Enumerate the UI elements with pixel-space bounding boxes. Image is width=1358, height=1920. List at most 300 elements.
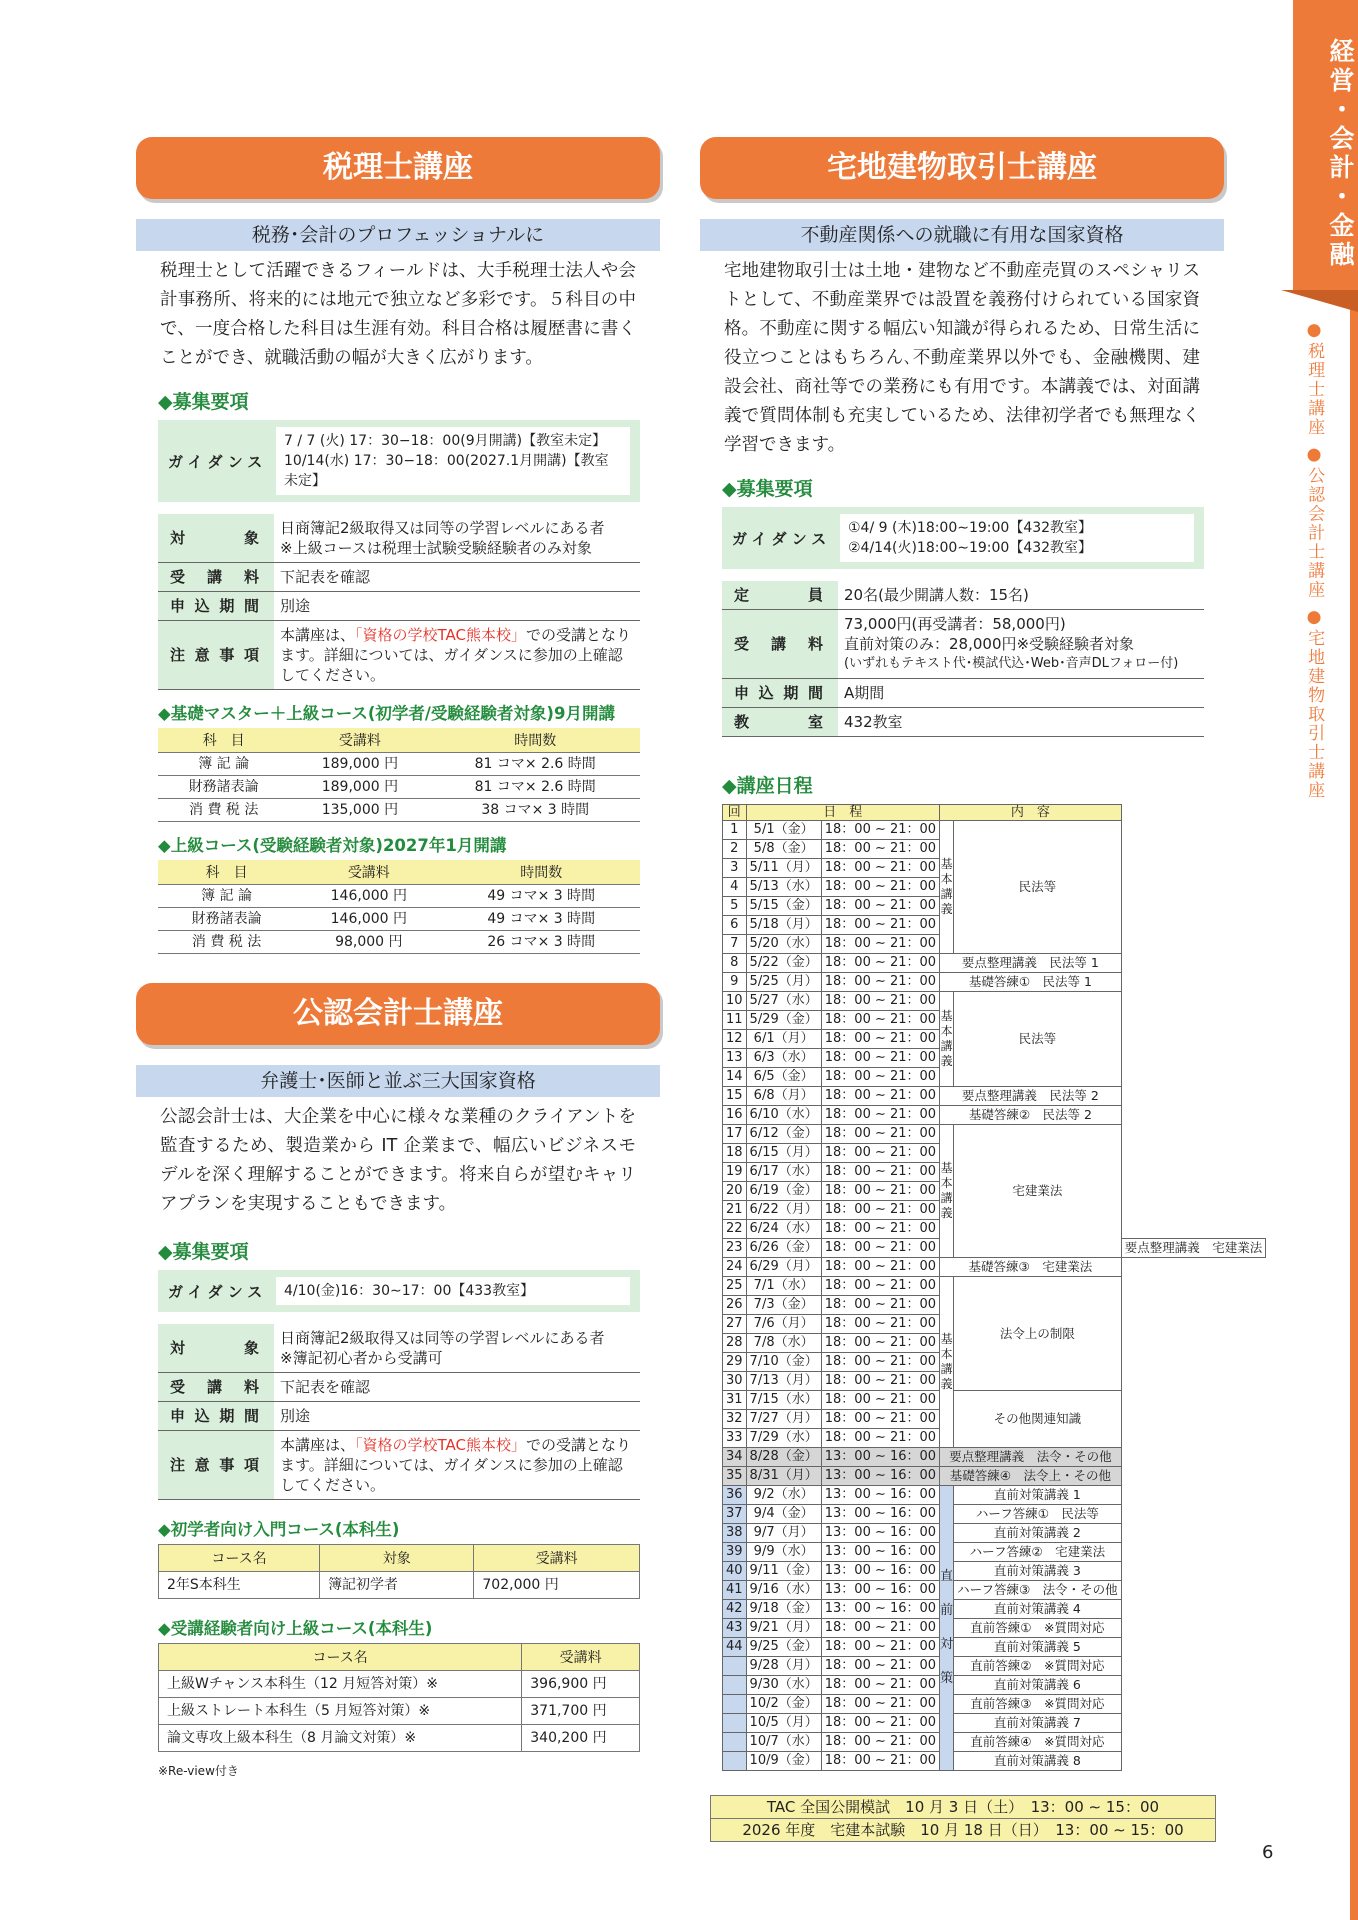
block-content: 民法等 (954, 821, 1122, 954)
session-time: 18：00 ∼ 21：00 (821, 1714, 939, 1733)
info-label: 教室 (722, 708, 838, 737)
session-time: 13：00 ∼ 16：00 (821, 1467, 939, 1486)
info-line: 日商簿記2級取得又は同等の学習レベルにある者 (280, 519, 605, 537)
session-time: 18：00 ∼ 21：00 (821, 1030, 939, 1049)
session-content: 基礎答練④ 法令上・その他 (940, 1467, 1122, 1486)
session-content: ハーフ答練③ 法令・その他 (954, 1581, 1122, 1600)
session-date: 8/28（金） (746, 1448, 821, 1467)
session-date: 7/29（水） (746, 1429, 821, 1448)
session-time: 13：00 ∼ 16：00 (821, 1562, 939, 1581)
guidance-line: ①4/ 9 (木)18:00∼19:00【432教室】 (848, 520, 1093, 536)
table-cell: 49 コマ× 3 時間 (442, 885, 640, 908)
table-row (723, 821, 1266, 840)
session-content: 要点整理講義 法令・その他 (940, 1448, 1122, 1467)
table-row (158, 753, 640, 776)
session-date: 8/31（月） (746, 1467, 821, 1486)
session-date: 9/28（月） (746, 1657, 821, 1676)
table-row (723, 1657, 1266, 1676)
table-cell: 189,000 円 (289, 776, 430, 799)
table-header: 日 程 (746, 805, 940, 821)
info-label: 注意事項 (158, 1431, 274, 1500)
info-label: 申込期間 (158, 1402, 274, 1431)
table-header: 回 (723, 805, 747, 821)
notes-text: での受講となります。詳細については、ガイダンスに参加の上確認してください。 (280, 1436, 632, 1494)
session-time: 18：00 ∼ 21：00 (821, 973, 939, 992)
side-strip (1350, 290, 1358, 1920)
guidance-line: 10/14(水) 17：30−18：00(2027.1月開講)【教室未定】 (284, 453, 609, 489)
session-date: 5/11（月） (746, 859, 821, 878)
session-date: 6/3（水） (746, 1049, 821, 1068)
table-header: 科 目 (158, 728, 289, 753)
table-row (723, 1505, 1266, 1524)
session-date: 9/25（金） (746, 1638, 821, 1657)
session-date: 6/19（金） (746, 1182, 821, 1201)
session-date: 7/1（水） (746, 1277, 821, 1296)
guidance-label: ガイダンス (168, 452, 268, 471)
table-header: 対象 (320, 1545, 474, 1572)
session-number: 11 (723, 1011, 747, 1030)
table-header: コース名 (159, 1545, 320, 1572)
table-row (723, 973, 1266, 992)
table-row (158, 776, 640, 799)
table-row (159, 1725, 640, 1752)
session-date: 6/10（水） (746, 1106, 821, 1125)
cpa-body: 公認会計士は、大企業を中心に様々な業種のクライアントを監査するため、製造業から IT 企業まで、幅広いビジネスモデルを深く理解することができます。将来自らが望むキャリアプランを実現することもできます。 (160, 1107, 636, 1214)
block-label: 基 本 講 義 (940, 992, 954, 1087)
block-content: 宅建業法 (954, 1125, 1122, 1258)
session-date: 5/25（月） (746, 973, 821, 992)
table-cell: 論文専攻上級本科生（8 月論文対策）※ (159, 1725, 522, 1752)
table-row (723, 1524, 1266, 1543)
session-time: 18：00 ∼ 21：00 (821, 954, 939, 973)
re-subtitle: 不動産関係への就職に有用な国家資格 (700, 219, 1224, 251)
session-time: 18：00 ∼ 21：00 (821, 1068, 939, 1087)
table-row (723, 1467, 1266, 1486)
table-row (158, 931, 640, 954)
table-cell: 簿 記 論 (158, 885, 295, 908)
table-cell: 消 費 税 法 (158, 799, 289, 822)
session-date: 9/4（金） (746, 1505, 821, 1524)
session-number: 23 (723, 1239, 747, 1258)
table-header: 時間数 (442, 860, 640, 885)
session-time: 13：00 ∼ 16：00 (821, 1505, 939, 1524)
session-date: 6/15（月） (746, 1144, 821, 1163)
session-date: 7/10（金） (746, 1353, 821, 1372)
session-content: 直前対策講義 2 (954, 1524, 1122, 1543)
session-number: 44 (723, 1638, 747, 1657)
session-time: 13：00 ∼ 16：00 (821, 1543, 939, 1562)
table-cell: 消 費 税 法 (158, 931, 295, 954)
session-time: 18：00 ∼ 21：00 (821, 1125, 939, 1144)
table-cell: 98,000 円 (295, 931, 442, 954)
block-content: 民法等 (954, 992, 1122, 1087)
side-tab-index (1293, 290, 1358, 1920)
table-row (723, 1448, 1266, 1467)
table-row (723, 954, 1266, 973)
session-date: 7/27（月） (746, 1410, 821, 1429)
session-date: 6/17（水） (746, 1163, 821, 1182)
session-content: 直前対策講義 1 (954, 1486, 1122, 1505)
re-info-table (722, 581, 1204, 737)
table-header-row (158, 860, 640, 885)
session-content: 直前対策講義 6 (954, 1676, 1122, 1695)
session-number: 42 (723, 1600, 747, 1619)
session-time: 18：00 ∼ 21：00 (821, 897, 939, 916)
table-header-row (159, 1644, 640, 1671)
cpa-subtitle: 弁護士･医師と並ぶ三大国家資格 (136, 1065, 660, 1097)
session-date: 6/1（月） (746, 1030, 821, 1049)
side-tab-items: ●税理士講座 ●公認会計士講座 ●宅地建物取引士講座 (1304, 320, 1325, 800)
session-content: 基礎答練③ 宅建業法 (940, 1258, 1122, 1277)
session-number: 41 (723, 1581, 747, 1600)
session-date: 9/21（月） (746, 1619, 821, 1638)
table-header: 受講料 (474, 1545, 640, 1572)
table-row (159, 1671, 640, 1698)
table-row (723, 1543, 1266, 1562)
table-row (723, 1752, 1266, 1771)
session-time: 13：00 ∼ 16：00 (821, 1581, 939, 1600)
guidance-value (276, 1277, 630, 1305)
session-number: 15 (723, 1087, 747, 1106)
session-number: 26 (723, 1296, 747, 1315)
session-number: 18 (723, 1144, 747, 1163)
re-schedule-table (722, 804, 1266, 1771)
session-number: 38 (723, 1524, 747, 1543)
info-label: 対象 (158, 1324, 274, 1373)
re-guidance (722, 507, 1204, 569)
table-cell: 371,700 円 (522, 1698, 640, 1725)
session-content: 直前対策講義 5 (954, 1638, 1122, 1657)
session-time: 18：00 ∼ 21：00 (821, 1106, 939, 1125)
table-cell: 81 コマ× 2.6 時間 (430, 776, 640, 799)
session-date: 9/16（水） (746, 1581, 821, 1600)
session-date: 9/9（水） (746, 1543, 821, 1562)
session-time: 18：00 ∼ 21：00 (821, 1372, 939, 1391)
session-time: 18：00 ∼ 21：00 (821, 1657, 939, 1676)
guidance-line: 4/10(金)16：30∼17：00【433教室】 (284, 1283, 535, 1299)
session-time: 18：00 ∼ 21：00 (821, 821, 939, 840)
table-row (723, 1600, 1266, 1619)
cpa-beginner-heading: ◆初学者向け入門コース(本科生) (158, 1520, 400, 1539)
session-number: 43 (723, 1619, 747, 1638)
table-header-row (159, 1545, 640, 1572)
session-number: 34 (723, 1448, 747, 1467)
session-time: 18：00 ∼ 21：00 (821, 1239, 939, 1258)
session-number (723, 1657, 747, 1676)
side-tab-fold (1281, 290, 1358, 312)
session-date: 6/22（月） (746, 1201, 821, 1220)
table-cell: 146,000 円 (295, 908, 442, 931)
session-content: 直前対策講義 4 (954, 1600, 1122, 1619)
session-time: 18：00 ∼ 21：00 (821, 1220, 939, 1239)
tax-body: 税理士として活躍できるフィールドは、大手税理士法人や会計事務所、将来的には地元で独立など多彩です。５科目の中で、一度合格した科目は生涯有効。科目合格は履歴書に書くことができ、就職活動の幅が大きく広がります。 (160, 261, 636, 368)
session-content: 直前答練④ ※質問対応 (954, 1733, 1122, 1752)
session-time: 18：00 ∼ 21：00 (821, 1201, 939, 1220)
session-number: 13 (723, 1049, 747, 1068)
session-number: 12 (723, 1030, 747, 1049)
tax-title: 税理士講座 (136, 137, 660, 199)
table-row (723, 1638, 1266, 1657)
session-time: 18：00 ∼ 21：00 (821, 1144, 939, 1163)
session-time: 18：00 ∼ 21：00 (821, 1163, 939, 1182)
tax-course2-table (158, 860, 640, 954)
session-time: 18：00 ∼ 21：00 (821, 1353, 939, 1372)
tax-info-table (158, 514, 640, 690)
session-date: 9/18（金） (746, 1600, 821, 1619)
session-date: 7/8（水） (746, 1334, 821, 1353)
table-row (723, 1695, 1266, 1714)
session-number: 21 (723, 1201, 747, 1220)
session-number: 36 (723, 1486, 747, 1505)
session-date: 6/29（月） (746, 1258, 821, 1277)
tax-subtitle: 税務･会計のプロフェッショナルに (136, 219, 660, 251)
session-time: 18：00 ∼ 21：00 (821, 1429, 939, 1448)
session-time: 18：00 ∼ 21：00 (821, 1258, 939, 1277)
info-value (274, 514, 640, 563)
guidance-label: ガイダンス (732, 529, 832, 548)
session-date: 9/7（月） (746, 1524, 821, 1543)
table-cell: 146,000 円 (295, 885, 442, 908)
session-date: 5/18（月） (746, 916, 821, 935)
info-label: 申込期間 (158, 592, 274, 621)
session-time: 18：00 ∼ 21：00 (821, 1049, 939, 1068)
session-number: 29 (723, 1353, 747, 1372)
notes-text: での受講となります。詳細については、ガイダンスに参加の上確認してください。 (280, 626, 632, 684)
session-number (723, 1752, 747, 1771)
table-row (723, 1486, 1266, 1505)
session-content: ハーフ答練① 民法等 (954, 1505, 1122, 1524)
info-value: 下記表を確認 (274, 1373, 640, 1402)
session-number: 9 (723, 973, 747, 992)
session-time: 18：00 ∼ 21：00 (821, 1676, 939, 1695)
block-label: 基 本 講 義 (940, 1277, 954, 1448)
session-time: 18：00 ∼ 21：00 (821, 1695, 939, 1714)
session-time: 18：00 ∼ 21：00 (821, 1087, 939, 1106)
session-date: 5/13（水） (746, 878, 821, 897)
session-time: 13：00 ∼ 16：00 (821, 1524, 939, 1543)
table-row (723, 1277, 1266, 1296)
session-time: 18：00 ∼ 21：00 (821, 1733, 939, 1752)
table-cell: 簿 記 論 (158, 753, 289, 776)
re-recruit-heading: ◆募集要項 (722, 478, 813, 500)
session-time: 18：00 ∼ 21：00 (821, 1752, 939, 1771)
cpa-guidance (158, 1270, 640, 1312)
page-number: 6 (1262, 1842, 1274, 1863)
info-value: 下記表を確認 (274, 563, 640, 592)
session-content: 直前答練① ※質問対応 (954, 1619, 1122, 1638)
info-value: 別途 (274, 1402, 640, 1431)
session-number: 6 (723, 916, 747, 935)
table-row (158, 799, 640, 822)
session-content: 要点整理講義 民法等 2 (940, 1087, 1122, 1106)
right-column (700, 137, 1263, 1842)
info-label: 対象 (158, 514, 274, 563)
session-date: 5/29（金） (746, 1011, 821, 1030)
session-date: 6/24（水） (746, 1220, 821, 1239)
session-number: 10 (723, 992, 747, 1011)
session-content: 直前対策講義 8 (954, 1752, 1122, 1771)
left-column (136, 137, 660, 954)
session-content: 直前対策講義 3 (954, 1562, 1122, 1581)
table-row (159, 1572, 640, 1599)
session-number: 1 (723, 821, 747, 840)
info-value: A期間 (838, 679, 1204, 708)
exam-line: 2026 年度 宅建本試験 10 月 18 日（日） 13：00 ∼ 15：00 (742, 1821, 1184, 1839)
side-tab (1293, 0, 1358, 1920)
session-number: 24 (723, 1258, 747, 1277)
info-label: 受講料 (158, 1373, 274, 1402)
session-content: 直前対策講義 7 (954, 1714, 1122, 1733)
session-date: 10/5（月） (746, 1714, 821, 1733)
session-number (723, 1695, 747, 1714)
guidance-value (276, 427, 630, 495)
info-line: ※上級コースは税理士試験受験経験者のみ対象 (280, 539, 592, 557)
guidance-value (840, 514, 1194, 562)
session-date: 5/20（水） (746, 935, 821, 954)
info-line: 日商簿記2級取得又は同等の学習レベルにある者 (280, 1329, 605, 1347)
session-time: 18：00 ∼ 21：00 (821, 1182, 939, 1201)
table-cell: 340,200 円 (522, 1725, 640, 1752)
re-title: 宅地建物取引士講座 (700, 137, 1224, 199)
guidance-line: 7 / 7 (火) 17：30−18：00(9月開講)【教室未定】 (284, 433, 607, 449)
info-value (274, 621, 640, 690)
session-date: 9/11（金） (746, 1562, 821, 1581)
session-date: 7/6（月） (746, 1315, 821, 1334)
table-cell: 49 コマ× 3 時間 (442, 908, 640, 931)
info-line: ※簿記初心者から受講可 (280, 1349, 443, 1367)
left-column-lower (136, 983, 660, 1779)
table-row (723, 1581, 1266, 1600)
session-number: 7 (723, 935, 747, 954)
cpa-title: 公認会計士講座 (136, 983, 660, 1045)
table-cell: 38 コマ× 3 時間 (430, 799, 640, 822)
table-row (723, 1562, 1266, 1581)
table-row (159, 1698, 640, 1725)
session-date: 9/2（水） (746, 1486, 821, 1505)
table-row (723, 1125, 1266, 1144)
session-date: 7/3（金） (746, 1296, 821, 1315)
block-label: 基 本 講 義 (940, 821, 954, 954)
table-row (723, 992, 1266, 1011)
session-time: 18：00 ∼ 21：00 (821, 1296, 939, 1315)
cpa-info-table (158, 1324, 640, 1500)
table-cell: 上級Wチャンス本科生（12 月短答対策）※ (159, 1671, 522, 1698)
session-number: 28 (723, 1334, 747, 1353)
info-label: 申込期間 (722, 679, 838, 708)
cpa-advanced-heading: ◆受講経験者向け上級コース(本科生) (158, 1619, 433, 1638)
session-time: 18：00 ∼ 21：00 (821, 916, 939, 935)
session-number: 19 (723, 1163, 747, 1182)
session-number: 5 (723, 897, 747, 916)
session-date: 10/2（金） (746, 1695, 821, 1714)
session-date: 6/8（月） (746, 1087, 821, 1106)
session-date: 10/9（金） (746, 1752, 821, 1771)
info-label: 受講料 (158, 563, 274, 592)
session-number: 39 (723, 1543, 747, 1562)
table-cell: 189,000 円 (289, 753, 430, 776)
session-time: 18：00 ∼ 21：00 (821, 1334, 939, 1353)
info-label: 受講料 (722, 610, 838, 679)
info-value: 別途 (274, 592, 640, 621)
table-header: 時間数 (430, 728, 640, 753)
info-value: 20名(最少開講人数：15名) (838, 581, 1204, 610)
block-label: 直 前 対 策 (940, 1486, 954, 1771)
table-row (158, 908, 640, 931)
table-cell: 396,900 円 (522, 1671, 640, 1698)
session-time: 13：00 ∼ 16：00 (821, 1600, 939, 1619)
re-exam-box (710, 1795, 1216, 1842)
session-time: 18：00 ∼ 21：00 (821, 1277, 939, 1296)
session-number: 2 (723, 840, 747, 859)
info-label: 注意事項 (158, 621, 274, 690)
session-content: ハーフ答練② 宅建業法 (954, 1543, 1122, 1562)
session-number: 17 (723, 1125, 747, 1144)
table-row (723, 1619, 1266, 1638)
cpa-advanced-table (158, 1643, 640, 1752)
session-date: 6/26（金） (746, 1239, 821, 1258)
session-time: 18：00 ∼ 21：00 (821, 859, 939, 878)
table-cell: 上級ストレート本科生（5 月短答対策）※ (159, 1698, 522, 1725)
table-row (723, 1733, 1266, 1752)
tax-course2-heading: ◆上級コース(受験経験者対象)2027年1月開講 (158, 836, 507, 855)
session-number: 33 (723, 1429, 747, 1448)
cpa-recruit-heading: ◆募集要項 (158, 1241, 249, 1263)
session-number: 30 (723, 1372, 747, 1391)
table-header: 科 目 (158, 860, 295, 885)
session-content: 基礎答練① 民法等 1 (940, 973, 1122, 992)
tax-course1-table (158, 728, 640, 822)
session-number: 4 (723, 878, 747, 897)
session-content: 要点整理講義 宅建業法 (1121, 1239, 1266, 1258)
info-label: 定員 (722, 581, 838, 610)
session-number: 40 (723, 1562, 747, 1581)
session-number: 16 (723, 1106, 747, 1125)
session-number: 37 (723, 1505, 747, 1524)
session-number (723, 1714, 747, 1733)
block-content: その他関連知識 (954, 1391, 1122, 1448)
session-time: 18：00 ∼ 21：00 (821, 992, 939, 1011)
session-number (723, 1676, 747, 1695)
session-time: 18：00 ∼ 21：00 (821, 1315, 939, 1334)
session-date: 7/13（月） (746, 1372, 821, 1391)
table-row (723, 1676, 1266, 1695)
session-number: 22 (723, 1220, 747, 1239)
table-row (723, 1714, 1266, 1733)
session-time: 18：00 ∼ 21：00 (821, 1011, 939, 1030)
session-date: 5/22（金） (746, 954, 821, 973)
table-header: 内 容 (940, 805, 1122, 821)
session-number: 31 (723, 1391, 747, 1410)
table-row (723, 1106, 1266, 1125)
session-number: 27 (723, 1315, 747, 1334)
session-date: 5/27（水） (746, 992, 821, 1011)
session-number: 20 (723, 1182, 747, 1201)
session-number: 35 (723, 1467, 747, 1486)
info-value (838, 610, 1204, 679)
table-cell: 26 コマ× 3 時間 (442, 931, 640, 954)
session-number: 8 (723, 954, 747, 973)
session-number: 25 (723, 1277, 747, 1296)
cpa-footnote: ※Re-view付き (158, 1764, 239, 1778)
re-schedule-heading: ◆講座日程 (722, 775, 813, 797)
notes-text: 本講座は、 (280, 1436, 356, 1454)
tax-recruit-heading: ◆募集要項 (158, 391, 249, 413)
guidance-label: ガイダンス (168, 1282, 268, 1301)
tax-guidance (158, 420, 640, 502)
session-time: 18：00 ∼ 21：00 (821, 1410, 939, 1429)
session-date: 6/5（金） (746, 1068, 821, 1087)
session-date: 10/7（水） (746, 1733, 821, 1752)
